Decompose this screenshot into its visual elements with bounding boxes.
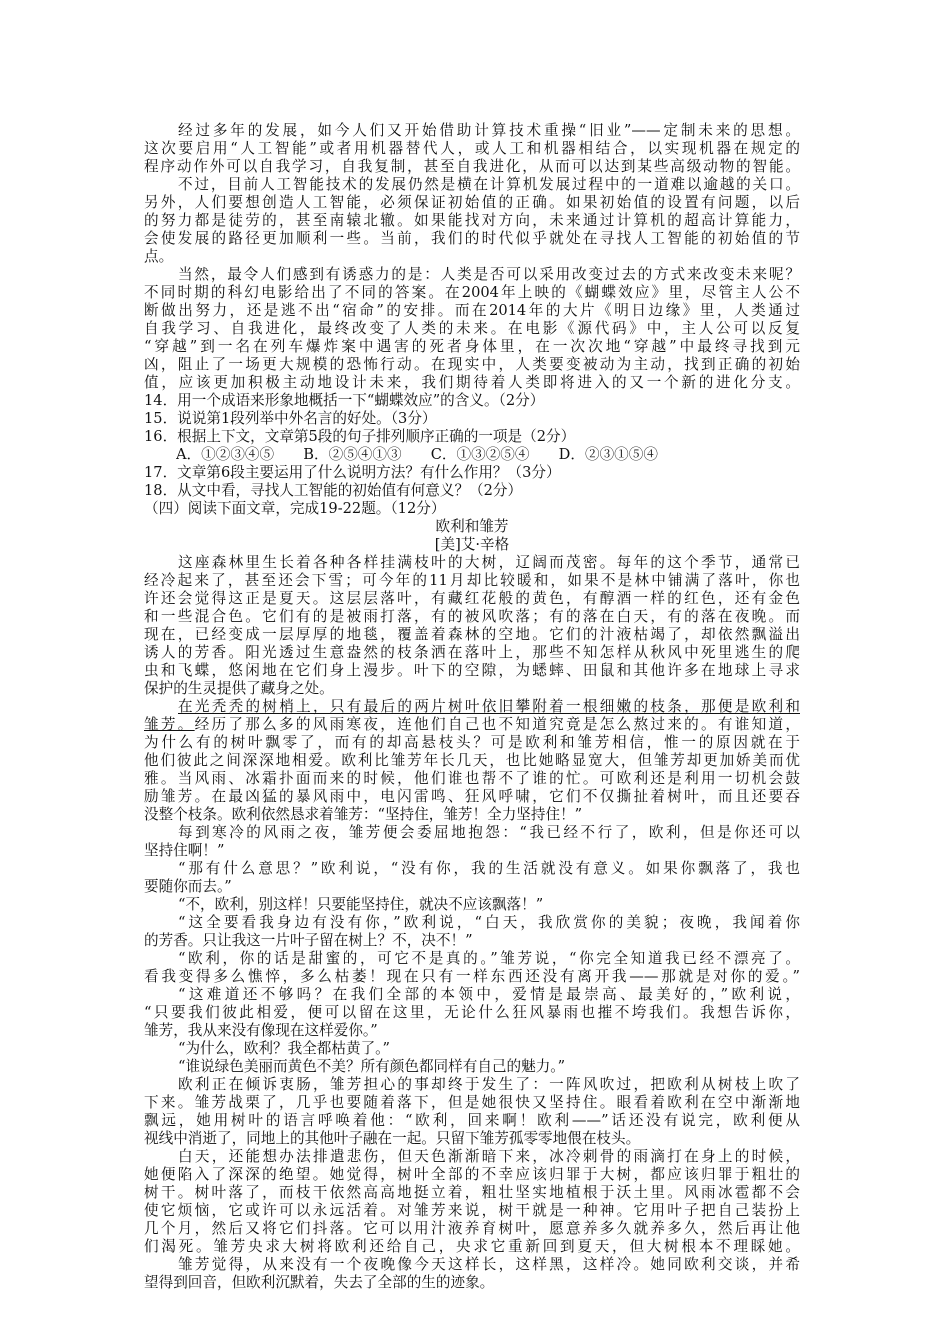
text-line: 树干。树叶落了，而枝干依然高高地挺立着，粗壮坚实地植根于沃土里。风雨冰雹都不会	[144, 1184, 800, 1201]
text-line: 17．文章第6段主要运用了什么说明方法？有什么作用？（3分）	[144, 464, 561, 481]
text-line: 在光秃秃的树梢上，只有最后的两片树叶依旧攀附着一根细嫩的枝条，那便是欧利和	[178, 698, 800, 715]
text-line: 坚持住啊！”	[144, 842, 225, 859]
text-line: “只要我们彼此相爱，便可以留在这里，无论什么狂风暴雨也摧不垮我们。我想告诉你，	[144, 1004, 800, 1021]
text-line: 这次要启用“人工智能”或者用机器替代人，或人工和机器相结合，以实现机器在规定的	[144, 140, 800, 157]
text-line: 断做出努力，还是逃不出“宿命”的安排。而在2014年的大片《明日边缘》里，人类通过	[144, 302, 800, 319]
text-line: “这难道还不够吗？在我们全部的本领中，爱情是最崇高、最美好的，”欧利说，	[178, 986, 800, 1003]
text-line: 不同时期的科幻电影给出了不同的答案。在2004年上映的《蝴蝶效应》里，尽管主人公不	[144, 284, 800, 301]
text-line: 程序动作外可以自我学习，自我复制，甚至自我进化，从而可以达到某些高级动物的智能。	[144, 158, 800, 175]
text-line: 们渴死。雏芳央求大树将欧利还给自己，央求它重新回到夏天，但大树根本不理睬她。	[144, 1238, 800, 1255]
text-run: 经历了那么多的风雨寒夜，连他们自己也不知道究竟是怎么熬过来的。有谁知道，	[194, 716, 800, 733]
text-line: A．①②③④⑤ B．②⑤④①③ C．①③②⑤④ D．②③①⑤④	[176, 446, 658, 463]
text-line: 14．用一个成语来形象地概括一下“蝴蝶效应”的含义。（2分）	[144, 392, 545, 409]
text-line: 16．根据上下文，文章第5段的句子排列顺序正确的一项是（2分）	[144, 428, 576, 445]
text-line: 会使发展的路径更加顺利一些。当前，我们的时代似乎就处在寻找人工智能的初始值的节	[144, 230, 800, 247]
text-line: 雏芳觉得，从来没有一个夜晚像今天这样长，这样黑，这样冷。她同欧利交谈，并希	[178, 1256, 800, 1273]
text-line: 没整个枝条。欧利依然恳求着雏芳：“坚持住，雏芳！全力坚持住！”	[144, 806, 583, 823]
text-line: “为什么，欧利？我全都枯黄了。”	[178, 1040, 390, 1057]
text-line: 的芳香。只让我这一片叶子留在树上？不，决不！”	[144, 932, 473, 949]
text-line: 许还会觉得这正是夏天。这层层落叶，有藏红花般的黄色，有醇酒一样的红色，还有金色	[144, 590, 800, 607]
text-line: 18．从文中看，寻找人工智能的初始值有何意义？（2分）	[144, 482, 523, 499]
text-line: 当然，最令人们感到有诱惑力的是：人类是否可以采用改变过去的方式来改变未来呢？	[178, 266, 800, 283]
centered-heading-line: 欧利和雏芳	[435, 518, 509, 535]
text-line: 凶，阻止了一场更大规模的恐怖行动。在现实中，人类要变被动为主动，找到正确的初始	[144, 356, 800, 373]
text-line: 白天，还能想办法排遣悲伤，但天色渐渐暗下来，冰冷刺骨的雨滴打在身上的时候，	[178, 1148, 800, 1165]
text-line: （四）阅读下面文章，完成19-22题。（12分）	[144, 500, 446, 517]
text-line: 另外，人们要想创造人工智能，必须保证初始值的正确。如果初始值的设置有问题，以后	[144, 194, 800, 211]
text-line: 她便陷入了深深的绝望。她觉得，树叶全部的不幸应该归罪于大树，都应该归罪于粗壮的	[144, 1166, 800, 1183]
text-line: 不过，目前人工智能技术的发展仍然是横在计算机发展过程中的一道难以逾越的关口。	[178, 176, 800, 193]
text-line: 欧利正在倾诉衷肠，雏芳担心的事却终于发生了：一阵风吹过，把欧利从树枝上吹了	[178, 1076, 800, 1093]
text-line: 为什么有的树叶飘零了，而有的却高悬枝头？可是欧利和雏芳相信，惟一的原因就在于	[144, 734, 800, 751]
text-line: 他们彼此之间深深地相爱。欧利比雏芳年长几天，也比她略显宽大，但雏芳却更加娇美而优	[144, 752, 800, 769]
text-line: 自我学习、自我进化，最终改变了人类的未来。在电影《源代码》中，主人公可以反复	[144, 320, 800, 337]
text-line: 现在，已经变成一层厚厚的地毯，覆盖着森林的空地。它们的汁液枯竭了，却依然飘溢出	[144, 626, 800, 643]
centered-heading-line: [美]艾·辛格	[434, 536, 510, 553]
text-line: 保护的生灵提供了藏身之处。	[144, 680, 334, 697]
text-line: 视线中消逝了，同地上的其他叶子融在一起。只留下雏芳孤零零地偎在枝头。	[144, 1130, 641, 1147]
text-line: “不，欧利，别这样！只要能坚持住，就决不应该飘落！”	[178, 896, 544, 913]
text-line: 望得到回音，但欧利沉默着，失去了全部的生的迹象。	[144, 1274, 495, 1291]
text-line: 雏芳，我从来没有像现在这样爱你。”	[144, 1022, 378, 1039]
text-line: 下来。雏芳战栗了，几乎也要随着落下，但是她很快又坚持住。眼看着欧利在空中渐渐地	[144, 1094, 800, 1111]
text-line: 值，应该更加积极主动地设计未来，我们期待着人类即将进入的又一个新的进化分支。	[144, 374, 800, 391]
text-line: 这座森林里生长着各种各样挂满枝叶的大树，辽阔而茂密。每年的这个季节，通常已	[178, 554, 800, 571]
text-line: 诱人的芳香。阳光透过生意盎然的枝条洒在落叶上，那些不知怎样从秋风中死里逃生的爬	[144, 644, 800, 661]
text-line: 使它烦恼，它或许可以永远活着。对雏芳来说，树干就是一种神。它用叶子把自己装扮上	[144, 1202, 800, 1219]
text-line: 几个月，然后又将它们抖落。它可以用汁液养育树叶，愿意养多久就养多久，然后再让他	[144, 1220, 800, 1237]
text-line	[144, 716, 800, 734]
text-line: “这全要看我身边有没有你，”欧利说，“白天，我欣赏你的美貌；夜晚，我闻着你	[178, 914, 800, 931]
text-line: 每到寒冷的风雨之夜，雏芳便会委屈地抱怨：“我已经不行了，欧利，但是你还可以	[178, 824, 800, 841]
text-line: 的努力都是徒劳的，甚至南辕北辙。如果能找对方向，未来通过计算机的超高计算能力，	[144, 212, 800, 229]
text-line: “穿越”到一名在列车爆炸案中遇害的死者身体里，在一次次地“穿越”中最终寻找到元	[144, 338, 800, 355]
text-line: 经过多年的发展，如今人们又开始借助计算技术重操“旧业”——定制未来的思想。	[178, 122, 800, 139]
text-line: “谁说绿色美丽而黄色不美？所有颜色都同样有自己的魅力。”	[178, 1058, 566, 1075]
text-line: 飘远，她用树叶的语言呼唤着他：“欧利，回来啊！欧利——”话还没有说完，欧利便从	[144, 1112, 800, 1129]
text-line: 要随你而去。”	[144, 878, 232, 895]
text-line: 和一些混合色。它们有的是被雨打落，有的被风吹落；有的落在白天，有的落在夜晚。而	[144, 608, 800, 625]
text-line: 经冷起来了，甚至还会下雪；可今年的11月却比较暖和，如果不是林中铺满了落叶，你也	[144, 572, 800, 589]
text-line: 励雏芳。在最凶猛的暴风雨中，电闪雷鸣、狂风呼啸，它们不仅撕扯着树叶，而且还要吞	[144, 788, 800, 805]
text-line: 雅。当风雨、冰霜扑面而来的时候，他们谁也帮不了谁的忙。可欧利还是利用一切机会鼓	[144, 770, 800, 787]
text-line: 15．说说第1段列举中外名言的好处。（3分）	[144, 410, 437, 427]
text-line: “欧利，你的话是甜蜜的，可它不是真的。”雏芳说，“你完全知道我已经不漂亮了。	[178, 950, 800, 967]
underlined-text: 雏芳。	[144, 716, 195, 733]
text-line: 点。	[144, 248, 174, 265]
text-line: “那有什么意思？”欧利说，“没有你，我的生活就没有意义。如果你飘落了，我也	[178, 860, 800, 877]
text-line: 虫和飞蝶，悠闲地在它们身上漫步。叶下的空隙，为蟋蟀、田鼠和其他许多在地球上寻求	[144, 662, 800, 679]
text-line: 看我变得多么憔悴，多么枯萎！现在只有一样东西还没有离开我——那就是对你的爱。”	[144, 968, 800, 985]
